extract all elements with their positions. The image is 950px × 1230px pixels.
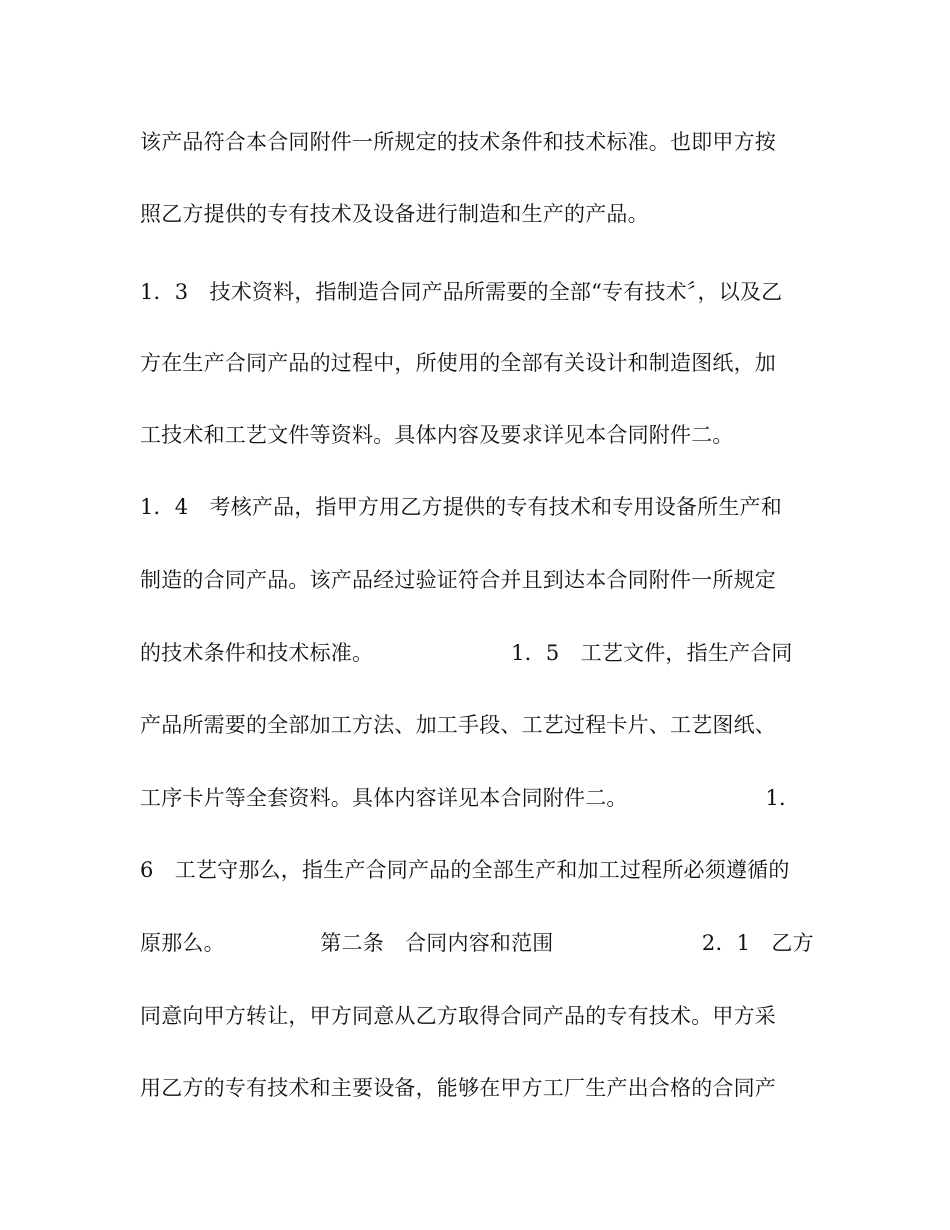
text-line: 工技术和工艺文件等资料。具体内容及要求详见本合同附件二。 — [140, 423, 734, 447]
text-line: 同意向甲方转让，甲方同意从乙方取得合同产品的专有技术。甲方采 — [140, 1004, 776, 1028]
text-line: 原那么。 第二条 合同内容和范围 2．1 乙方 — [140, 931, 814, 955]
text-line: 该产品符合本合同附件一所规定的技术条件和技术标准。也即甲方按 — [140, 130, 776, 154]
text-line: 用乙方的专有技术和主要设备，能够在甲方工厂生产出合格的合同产 — [140, 1076, 776, 1100]
text-line: 产品所需要的全部加工方法、加工手段、工艺过程卡片、工艺图纸、 — [140, 713, 776, 737]
text-line: 制造的合同产品。该产品经过验证符合并且到达本合同附件一所规定 — [140, 568, 776, 592]
text-line: 工序卡片等全套资料。具体内容详见本合同附件二。 1． — [140, 786, 801, 810]
text-line: 1．4 考核产品，指甲方用乙方提供的专有技术和专用设备所生产和 — [140, 495, 782, 519]
text-line: 照乙方提供的专有技术及设备进行制造和生产的产品。 — [140, 202, 649, 226]
text-line: 6 工艺守那么，指生产合同产品的全部生产和加工过程所必须遵循的 — [140, 858, 790, 882]
text-line: 的技术条件和技术标准。 1．5 工艺文件，指生产合同 — [140, 641, 793, 665]
text-line: 方在生产合同产品的过程中，所使用的全部有关设计和制造图纸，加 — [140, 351, 776, 375]
text-line: 1．3 技术资料，指制造合同产品所需要的全部“专有技术〞，以及乙 — [140, 280, 783, 304]
